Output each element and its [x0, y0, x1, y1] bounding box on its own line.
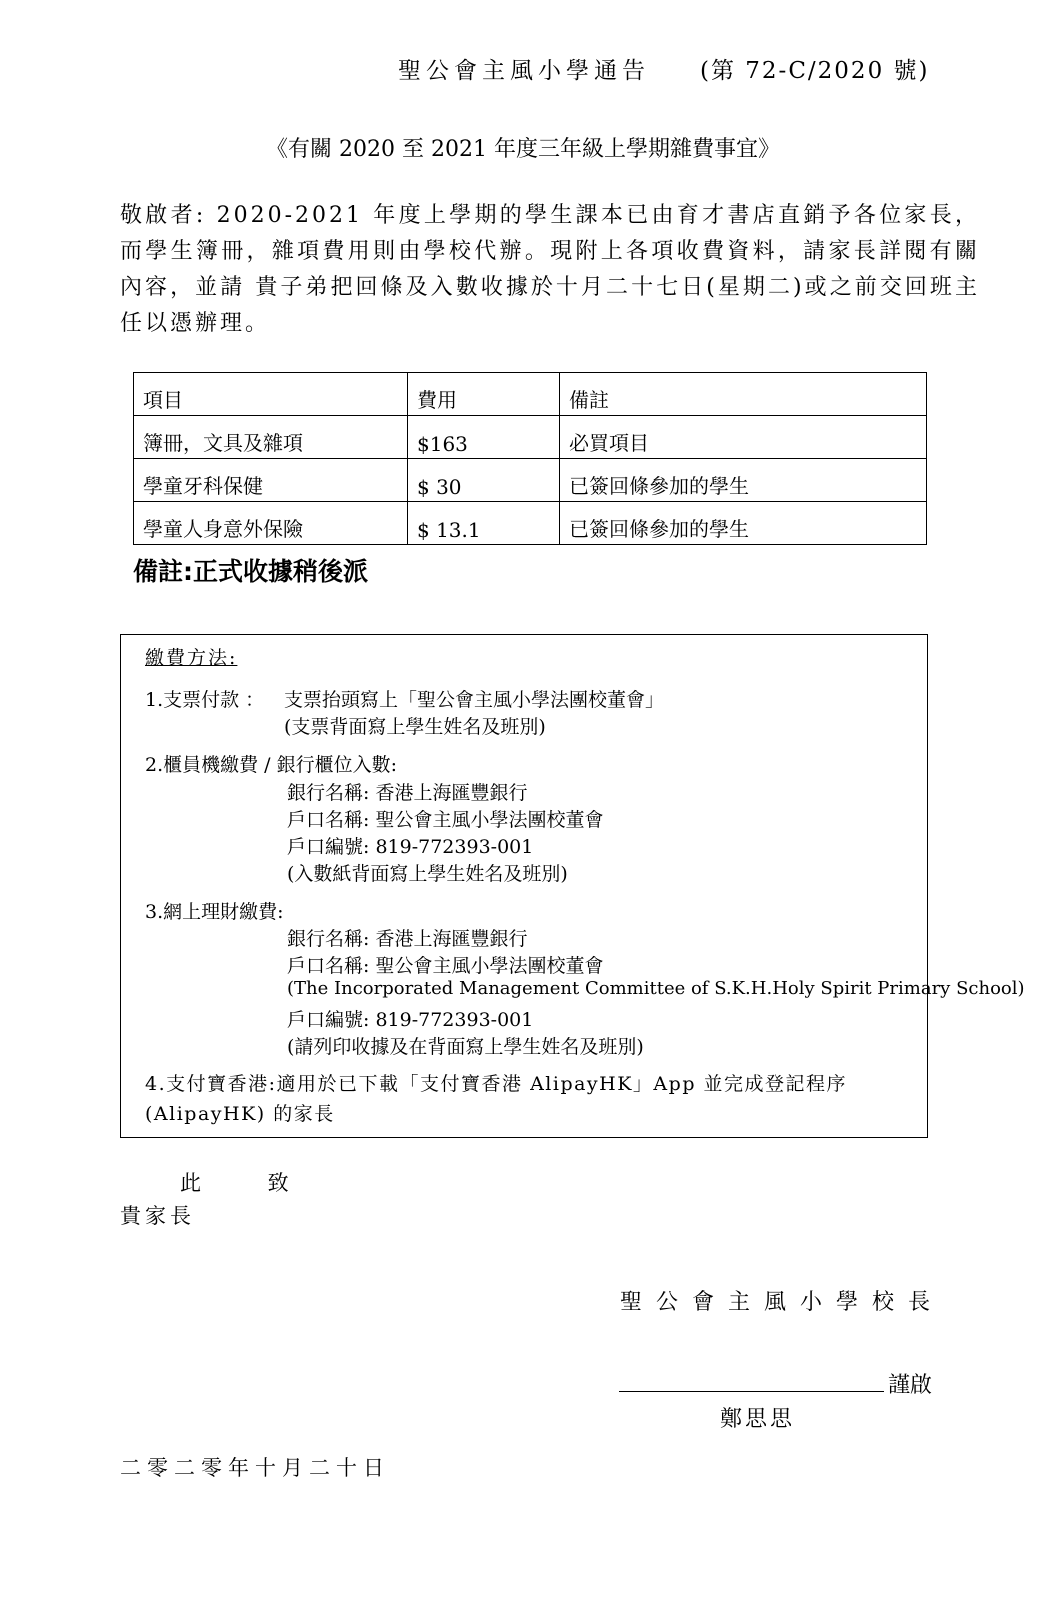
- receipt-remark: 備註:正式收據稍後派: [133, 557, 368, 586]
- notice-number: (第 72-C/2020 號): [700, 58, 930, 84]
- notice-title: 聖公會主風小學通告: [398, 58, 650, 84]
- payment-title: 繳費方法:: [145, 647, 238, 669]
- method-2-account-no: 戶口編號: 819-772393-001: [287, 836, 534, 858]
- table-row: [134, 502, 927, 545]
- table-cell: $ 13.1: [408, 502, 560, 545]
- table-row: [134, 459, 927, 502]
- signer-name: 鄭思思: [720, 1407, 796, 1432]
- payment-methods-box: [120, 634, 1025, 1138]
- table-cell: $ 30: [408, 459, 560, 502]
- notice-subject: 《有關 2020 至 2021 年度三年級上學期雜費事宜》: [266, 137, 780, 162]
- method-3-note: (請列印收據及在背面寫上學生姓名及班別): [287, 1036, 644, 1058]
- closing-ci-zhi: 此 致: [180, 1171, 319, 1195]
- notice-header: [398, 52, 930, 85]
- table-cell: 簿冊，文具及雜項: [134, 416, 408, 459]
- fee-table: [133, 372, 927, 545]
- method-4-text: 4.支付寶香港:適用於已下載「支付寶香港 AlipayHK」App 並完成登記程序 (AlipayHK) 的家長: [145, 1073, 848, 1125]
- principal-title: 聖公會主風小學校長: [620, 1290, 945, 1315]
- method-3-label: 3.網上理財繳費:: [145, 901, 284, 923]
- table-cell: 已簽回條參加的學生: [560, 459, 927, 502]
- method-1-line1: 支票抬頭寫上「聖公會主風小學法團校董會」: [284, 689, 665, 711]
- method-3-bank: 銀行名稱: 香港上海匯豐銀行: [287, 928, 528, 950]
- signature-line: [619, 1391, 884, 1392]
- method-2-label: 2.櫃員機繳費 / 銀行櫃位入數:: [145, 754, 398, 776]
- method-2-account-name: 戶口名稱: 聖公會主風小學法團校董會: [287, 809, 604, 831]
- table-cell: 學童人身意外保險: [134, 502, 408, 545]
- method-3-account-name-en: (The Incorporated Management Committee of S.K.H.Holy Spirit Primary School): [287, 978, 1025, 999]
- method-3-account-no: 戶口編號: 819-772393-001: [287, 1009, 534, 1031]
- table-header-cell: 項目: [134, 373, 408, 416]
- table-cell: 已簽回條參加的學生: [560, 502, 927, 545]
- table-cell: 必買項目: [560, 416, 927, 459]
- intro-paragraph: 敬啟者: 2020-2021 年度上學期的學生課本已由育才書店直銷予各位家長，而學生簿冊，雜項費用則由學校代辦。現附上各項收費資料，請家長詳閱有關內容，並請 貴子弟把回條及入數收據於十月二十七日(星期二)或之前交回班主任以憑辦理。: [120, 203, 980, 336]
- notice-date: 二零二零年十月二十日: [120, 1456, 390, 1480]
- method-1-label: 1.支票付款 ：: [145, 689, 265, 711]
- closing-recipient: 貴家長: [120, 1204, 195, 1228]
- table-header-cell: 費用: [408, 373, 560, 416]
- table-row: [134, 416, 927, 459]
- table-header-row: [134, 373, 927, 416]
- method-2-note: (入數紙背面寫上學生姓名及班別): [287, 863, 568, 885]
- signature-jin-qi: 謹啟: [888, 1373, 933, 1398]
- method-2-bank: 銀行名稱: 香港上海匯豐銀行: [287, 782, 528, 804]
- method-3-account-name: 戶口名稱: 聖公會主風小學法團校董會: [287, 955, 604, 977]
- table-cell: $163: [408, 416, 560, 459]
- method-1-line2: (支票背面寫上學生姓名及班別): [284, 716, 546, 738]
- table-header-cell: 備註: [560, 373, 927, 416]
- table-cell: 學童牙科保健: [134, 459, 408, 502]
